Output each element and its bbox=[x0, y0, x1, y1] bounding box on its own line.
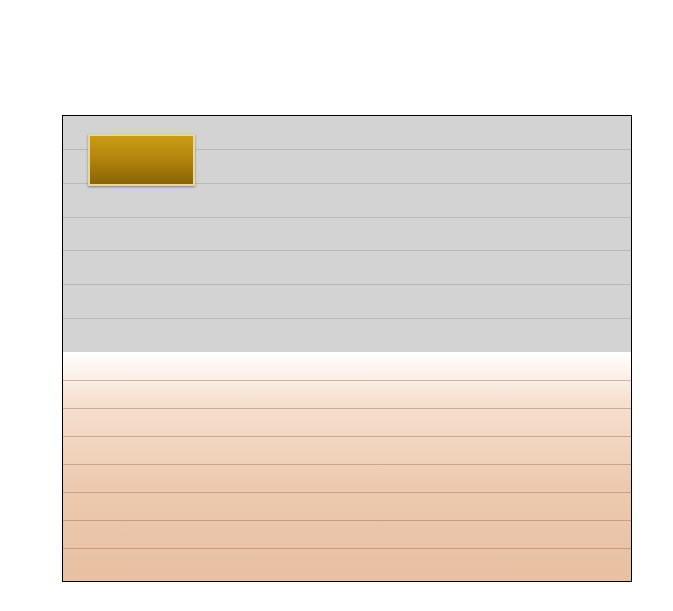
title-second-line bbox=[62, 6, 662, 35]
y-axis-labels-top bbox=[0, 115, 58, 352]
chart-panel-commercials bbox=[62, 352, 632, 582]
y-axis-labels-bottom bbox=[0, 352, 58, 582]
title-block bbox=[62, 6, 662, 35]
goldreporter-logo bbox=[88, 134, 195, 186]
chart-source bbox=[62, 16, 68, 28]
series-area-commercials bbox=[63, 352, 631, 580]
